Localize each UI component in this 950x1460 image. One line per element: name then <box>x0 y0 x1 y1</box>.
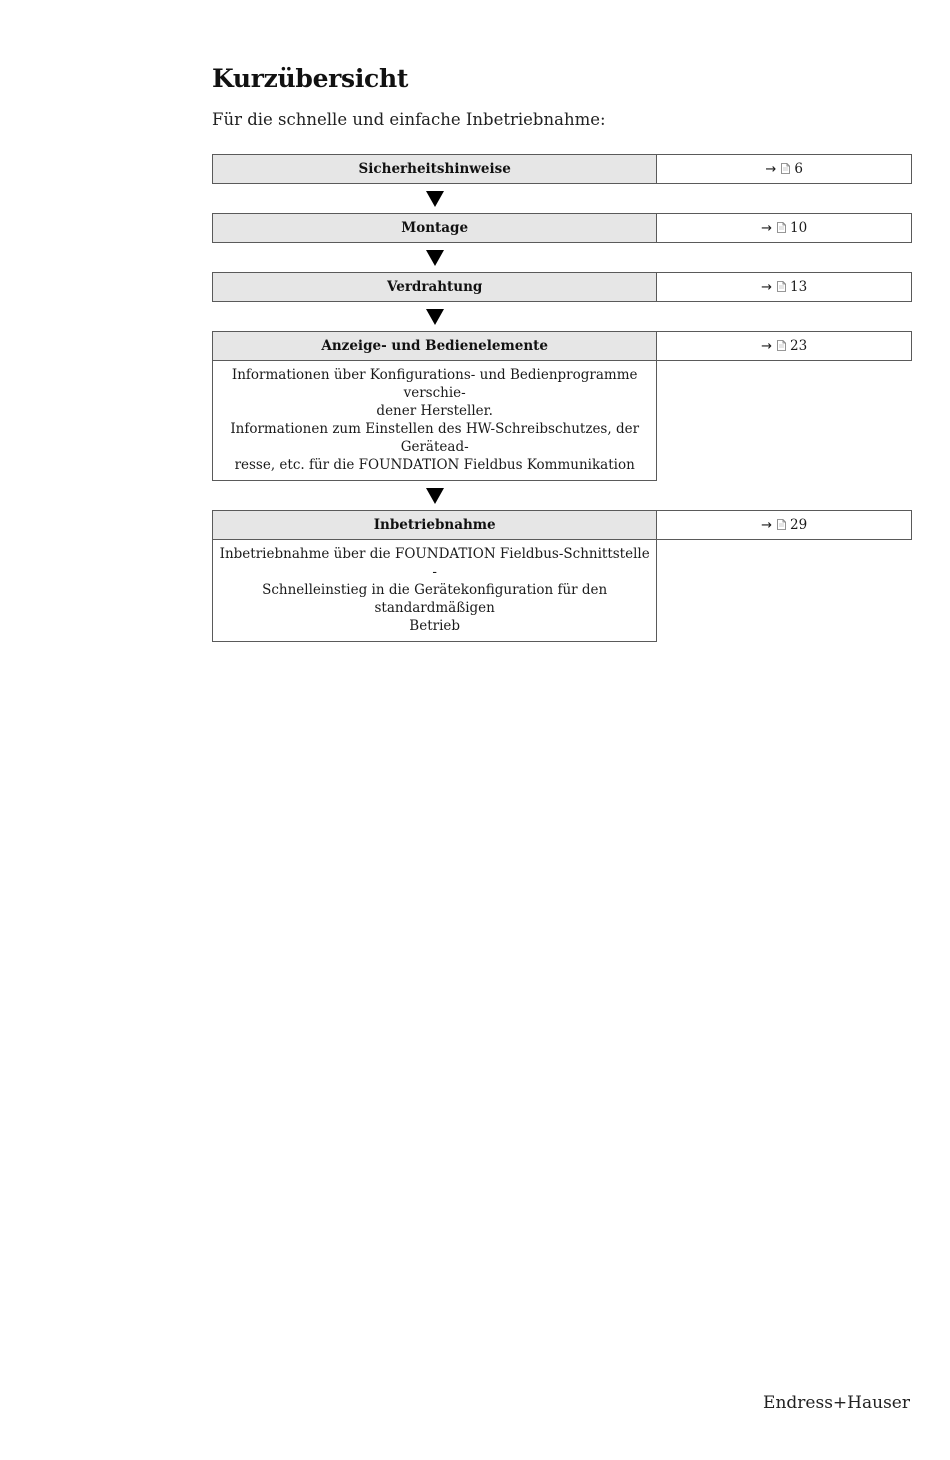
step-box <box>212 154 657 184</box>
page-icon <box>777 340 786 351</box>
triangle-down-icon <box>426 250 444 266</box>
arrow-right-icon: → <box>761 517 773 533</box>
step-row <box>212 272 912 302</box>
page-number: 29 <box>790 517 808 533</box>
triangle-down-icon <box>426 488 444 504</box>
triangle-down-icon <box>426 309 444 325</box>
step-row <box>212 213 912 243</box>
page-title: Kurzübersicht <box>212 64 409 93</box>
step-box <box>212 272 657 302</box>
page-reference[interactable] <box>657 272 912 302</box>
description-line: Inbetriebnahme über die FOUNDATION Fieldbus-Schnittstelle - <box>219 546 650 580</box>
connector <box>212 184 658 213</box>
page-icon <box>781 163 790 174</box>
step-row <box>212 331 912 481</box>
step-box <box>212 331 657 481</box>
step-box <box>212 213 657 243</box>
step-title: Inbetriebnahme <box>213 511 656 539</box>
footer-brand: Endress+Hauser <box>763 1393 910 1413</box>
triangle-down-icon <box>426 191 444 207</box>
page-number: 10 <box>790 220 808 236</box>
connector <box>212 302 658 331</box>
description-line: dener Hersteller. <box>376 403 493 419</box>
step-description <box>213 539 656 641</box>
page-number: 13 <box>790 279 808 295</box>
page-icon <box>777 281 786 292</box>
step-title: Montage <box>213 214 656 242</box>
arrow-right-icon: → <box>761 279 773 295</box>
page-icon <box>777 222 786 233</box>
intro-text: Für die schnelle und einfache Inbetriebnahme: <box>212 110 606 129</box>
step-row <box>212 510 912 642</box>
quick-overview-flow <box>212 154 912 642</box>
page-reference[interactable] <box>657 213 912 243</box>
page-number: 6 <box>794 161 803 177</box>
connector <box>212 243 658 272</box>
description-line: Betrieb <box>409 618 461 634</box>
description-line: Informationen über Konfigurations- und Bedienprogramme verschie- <box>231 367 638 401</box>
description-line: resse, etc. für die FOUNDATION Fieldbus Kommunikation <box>234 457 635 473</box>
page-number: 23 <box>790 338 808 354</box>
page-reference[interactable] <box>657 510 912 540</box>
step-row <box>212 154 912 184</box>
step-title: Verdrahtung <box>213 273 656 301</box>
arrow-right-icon: → <box>761 338 773 354</box>
page-reference[interactable] <box>657 331 912 361</box>
step-title: Anzeige- und Bedienelemente <box>213 332 656 360</box>
description-line: Informationen zum Einstellen des HW-Schreibschutzes, der Gerätead- <box>230 421 640 455</box>
arrow-right-icon: → <box>765 161 777 177</box>
step-description <box>213 360 656 480</box>
description-line: Schnelleinstieg in die Gerätekonfiguration für den standardmäßigen <box>262 582 608 616</box>
step-title: Sicherheitshinweise <box>213 155 656 183</box>
arrow-right-icon: → <box>761 220 773 236</box>
page-reference[interactable] <box>657 154 912 184</box>
step-box <box>212 510 657 642</box>
page-icon <box>777 519 786 530</box>
connector <box>212 481 658 510</box>
